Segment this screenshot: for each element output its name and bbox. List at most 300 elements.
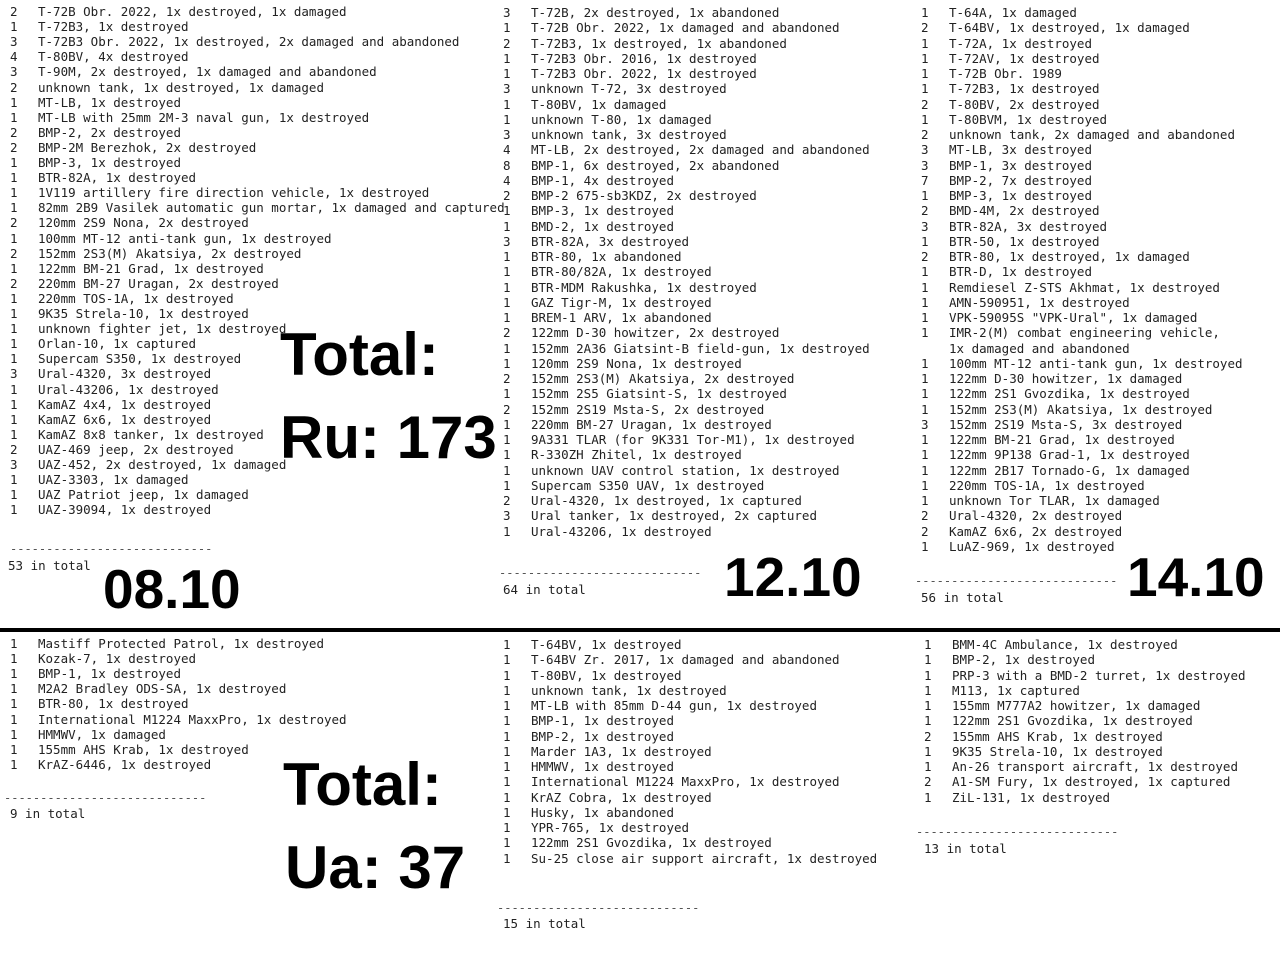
item-quantity: 1 — [10, 336, 18, 352]
item-description: BMP-2, 7x destroyed — [949, 172, 1092, 188]
item-quantity: 1 — [924, 637, 932, 652]
item-description: A1-SM Fury, 1x destroyed, 1x captured — [952, 774, 1231, 790]
item-quantity: 1 — [924, 713, 932, 729]
item-quantity: 3 — [10, 64, 18, 80]
total-count: 56 in total — [921, 590, 1004, 605]
item-description: BMP-1, 3x destroyed — [949, 157, 1092, 173]
item-quantity: 1 — [503, 713, 511, 729]
item-description: Su-25 close air support aircraft, 1x destroyed — [531, 850, 878, 866]
item-description: 155mm AHS Krab, 1x destroyed — [952, 728, 1163, 744]
item-quantity: 1 — [10, 260, 18, 276]
item-quantity: 1 — [924, 652, 932, 668]
item-description: BMP-2, 2x destroyed — [38, 124, 181, 140]
item-quantity: 1 — [503, 447, 511, 463]
item-description: 9K35 Strela-10, 1x destroyed — [952, 743, 1163, 759]
item-description: unknown Tor TLAR, 1x damaged — [949, 493, 1160, 508]
item-quantity: 1 — [921, 35, 929, 51]
item-quantity: 1 — [503, 96, 511, 112]
item-description: 100mm MT-12 anti-tank gun, 1x destroyed — [38, 230, 332, 246]
item-quantity: 3 — [503, 81, 511, 97]
item-description: 155mm M777A2 howitzer, 1x damaged — [952, 698, 1201, 713]
item-quantity: 1 — [503, 249, 511, 264]
item-quantity: 1 — [503, 264, 511, 280]
item-quantity: 1 — [503, 774, 511, 790]
item-quantity: 2 — [503, 325, 511, 341]
item-description: Ural-43206, 1x destroyed — [38, 381, 219, 397]
item-quantity: 1 — [503, 523, 511, 539]
separator: ---------------------------- — [10, 542, 213, 556]
item-description: 9K35 Strela-10, 1x destroyed — [38, 306, 249, 321]
item-description: 122mm 2B17 Tornado-G, 1x damaged — [949, 462, 1190, 478]
item-description: Ural-4320, 2x destroyed — [949, 508, 1123, 524]
item-quantity: 1 — [503, 310, 511, 325]
item-description: International M1224 MaxxPro, 1x destroyed — [531, 774, 840, 790]
item-quantity: 2 — [10, 245, 18, 261]
item-description: HMMWV, 1x destroyed — [531, 759, 674, 774]
item-description: UAZ-469 jeep, 2x destroyed — [38, 441, 234, 457]
item-description: unknown tank, 2x damaged and abandoned — [949, 127, 1235, 142]
item-description: MT-LB with 25mm 2M-3 naval gun, 1x destroyed — [38, 109, 370, 125]
item-description: Supercam S350, 1x destroyed — [38, 351, 242, 367]
total-count: 53 in total — [8, 558, 91, 573]
item-description: 122mm BM-21 Grad, 1x destroyed — [949, 432, 1175, 447]
item-quantity: 1 — [503, 789, 511, 805]
item-quantity: 1 — [921, 401, 929, 417]
item-description: UAZ-452, 2x destroyed, 1x damaged — [38, 457, 287, 472]
item-description: T-80BV, 4x destroyed — [38, 49, 189, 65]
item-description: KrAZ-6446, 1x destroyed — [38, 756, 212, 772]
item-quantity: 1 — [503, 218, 511, 234]
item-quantity: 2 — [921, 523, 929, 539]
item-description: R-330ZH Zhitel, 1x destroyed — [531, 447, 742, 463]
item-description: 220mm BM-27 Uragan, 2x destroyed — [38, 275, 279, 291]
item-description: BMD-4M, 2x destroyed — [949, 203, 1100, 219]
item-quantity: 1 — [503, 20, 511, 36]
item-quantity: 2 — [10, 215, 18, 231]
item-description: MT-LB, 2x destroyed, 2x damaged and abandoned — [531, 142, 870, 158]
separator: ---------------------------- — [499, 566, 702, 580]
item-quantity: 1 — [503, 432, 511, 447]
ru-total-value: Ru: 173 — [280, 404, 497, 471]
item-quantity: 1 — [921, 279, 929, 295]
item-description: T-64BV, 1x destroyed — [531, 637, 682, 652]
item-quantity: 1 — [924, 759, 932, 774]
item-quantity: 1 — [503, 203, 511, 219]
item-description: T-80BV, 1x destroyed — [531, 667, 682, 683]
item-quantity: 1 — [10, 170, 18, 186]
item-description: KamAZ 6x6, 2x destroyed — [949, 523, 1123, 539]
item-quantity: 3 — [503, 127, 511, 142]
item-description: 122mm D-30 howitzer, 1x damaged — [949, 371, 1183, 386]
item-description: Kozak-7, 1x destroyed — [38, 651, 197, 667]
item-description: BMP-3, 1x destroyed — [531, 203, 674, 219]
item-quantity: 3 — [503, 508, 511, 524]
item-description: T-72AV, 1x destroyed — [949, 50, 1100, 66]
item-description: 152mm 2A36 Giatsint-B field-gun, 1x destroyed — [531, 340, 870, 356]
item-quantity: 1 — [503, 462, 511, 478]
item-quantity: 3 — [10, 457, 18, 472]
item-description: BMM-4C Ambulance, 1x destroyed — [952, 637, 1178, 652]
item-quantity: 1 — [921, 355, 929, 371]
item-quantity: 1 — [10, 681, 18, 697]
item-quantity: 3 — [921, 218, 929, 234]
ua-panel-3 — [916, 0, 1254, 955]
item-quantity: 1 — [10, 200, 18, 216]
item-quantity: 1 — [921, 294, 929, 310]
item-description: M113, 1x captured — [952, 682, 1080, 698]
item-description: Ural-4320, 1x destroyed, 1x captured — [531, 493, 802, 508]
item-quantity: 1 — [503, 50, 511, 66]
item-description: 152mm 2S3(M) Akatsiya, 2x destroyed — [531, 371, 795, 386]
item-description: Marder 1A3, 1x destroyed — [531, 743, 712, 759]
item-description: BTR-80, 1x destroyed — [38, 696, 189, 712]
item-description: 152mm 2S3(M) Akatsiya, 2x destroyed — [38, 245, 302, 261]
item-description: T-72B Obr. 2022, 1x damaged and abandoned — [531, 20, 840, 36]
total-count: 15 in total — [503, 916, 586, 931]
item-quantity: 1 — [503, 355, 511, 371]
item-quantity: 1 — [503, 340, 511, 356]
item-description: BMP-2M Berezhok, 2x destroyed — [38, 139, 257, 155]
item-description: unknown UAV control station, 1x destroyed — [531, 462, 840, 478]
item-description: BTR-MDM Rakushka, 1x destroyed — [531, 279, 757, 295]
item-quantity: 1 — [10, 472, 18, 488]
item-quantity: 1 — [921, 81, 929, 97]
item-description: T-72A, 1x destroyed — [949, 35, 1092, 51]
item-description: T-72B, 2x destroyed, 1x abandoned — [531, 5, 780, 20]
item-quantity: 1 — [10, 396, 18, 412]
item-quantity: 1 — [10, 696, 18, 712]
item-description: 220mm TOS-1A, 1x destroyed — [38, 290, 234, 306]
item-quantity: 3 — [921, 416, 929, 432]
item-description: BMP-3, 1x destroyed — [38, 155, 181, 170]
item-description: 120mm 2S9 Nona, 1x destroyed — [531, 355, 742, 371]
item-quantity: 2 — [10, 124, 18, 140]
item-quantity: 2 — [10, 4, 18, 19]
item-description: International M1224 MaxxPro, 1x destroyed — [38, 711, 347, 727]
item-quantity: 1 — [503, 652, 511, 668]
item-quantity: 1 — [921, 188, 929, 203]
item-quantity: 1 — [503, 279, 511, 295]
item-quantity: 2 — [921, 20, 929, 36]
item-description: T-72B3, 1x destroyed — [949, 81, 1100, 97]
item-description: 122mm BM-21 Grad, 1x destroyed — [38, 260, 264, 276]
item-description: HMMWV, 1x damaged — [38, 726, 166, 742]
item-description: 122mm 2S1 Gvozdika, 1x destroyed — [949, 386, 1190, 402]
item-description: T-64BV, 1x destroyed, 1x damaged — [949, 20, 1190, 36]
item-description: BMP-1, 4x destroyed — [531, 172, 674, 188]
item-quantity: 1 — [503, 804, 511, 820]
item-quantity: 1 — [921, 432, 929, 447]
date-label-1210: 12.10 — [724, 546, 862, 608]
item-description: T-72B Obr. 2022, 1x destroyed, 1x damaged — [38, 4, 347, 19]
item-description: 100mm MT-12 anti-tank gun, 1x destroyed — [949, 355, 1243, 371]
item-description: 152mm 2S5 Giatsint-S, 1x destroyed — [531, 386, 787, 402]
item-quantity: 1 — [10, 155, 18, 170]
item-description: 152mm 2S19 Msta-S, 3x destroyed — [949, 416, 1183, 432]
item-quantity: 1 — [921, 233, 929, 249]
item-quantity: 1 — [921, 310, 929, 325]
item-quantity: 1 — [10, 411, 18, 427]
item-quantity: 1 — [921, 371, 929, 386]
item-quantity: 2 — [503, 493, 511, 508]
item-quantity: 4 — [503, 172, 511, 188]
item-description: BTR-80/82A, 1x destroyed — [531, 264, 712, 280]
item-description: T-90M, 2x destroyed, 1x damaged and abandoned — [38, 64, 377, 80]
item-quantity: 2 — [503, 35, 511, 51]
item-description: BMP-2 675-sb3KDZ, 2x destroyed — [531, 188, 757, 203]
item-quantity: 2 — [921, 203, 929, 219]
item-description: BTR-80, 1x abandoned — [531, 249, 682, 264]
item-description: 152mm 2S3(M) Akatsiya, 1x destroyed — [949, 401, 1213, 417]
item-quantity: 1 — [503, 682, 511, 698]
item-quantity: 1 — [921, 447, 929, 463]
item-quantity: 1 — [921, 477, 929, 493]
item-description: ZiL-131, 1x destroyed — [952, 789, 1111, 805]
item-quantity: 2 — [503, 188, 511, 203]
item-quantity: 1 — [921, 386, 929, 402]
item-description: T-72B3 Obr. 2022, 1x destroyed — [531, 66, 757, 81]
item-quantity: 1 — [921, 462, 929, 478]
item-quantity: 1 — [924, 698, 932, 713]
item-description: 155mm AHS Krab, 1x destroyed — [38, 741, 249, 757]
item-description: T-64A, 1x damaged — [949, 5, 1077, 20]
item-description: T-72B Obr. 1989 — [949, 66, 1062, 81]
item-quantity: 1 — [503, 743, 511, 759]
ua-total-value: Ua: 37 — [285, 834, 466, 901]
item-quantity: 1 — [503, 477, 511, 493]
item-quantity: 2 — [921, 249, 929, 264]
item-quantity: 1 — [10, 487, 18, 503]
item-description: YPR-765, 1x destroyed — [531, 820, 690, 835]
item-description: T-72B3, 1x destroyed — [38, 19, 189, 35]
item-quantity: 1 — [503, 637, 511, 652]
item-quantity: 1 — [921, 538, 929, 554]
date-label-0810: 08.10 — [103, 558, 241, 620]
item-description: T-80BV, 2x destroyed — [949, 96, 1100, 112]
item-description: T-80BV, 1x damaged — [531, 96, 667, 112]
item-quantity: 2 — [503, 401, 511, 417]
item-quantity: 3 — [10, 34, 18, 50]
item-description: unknown tank, 1x destroyed, 1x damaged — [38, 79, 324, 95]
item-description: KrAZ Cobra, 1x destroyed — [531, 789, 712, 805]
item-quantity: 1 — [10, 381, 18, 397]
item-quantity: 1 — [10, 741, 18, 757]
item-quantity: 3 — [503, 233, 511, 249]
item-description: T-72B3 Obr. 2022, 1x destroyed, 2x damaged and abandoned — [38, 34, 460, 50]
item-quantity: 3 — [921, 142, 929, 158]
item-description: BTR-D, 1x destroyed — [949, 264, 1092, 280]
item-description: LuAZ-969, 1x destroyed — [949, 538, 1115, 554]
item-description: VPK-59095S "VPK-Ural", 1x damaged — [949, 310, 1198, 325]
item-quantity: 1 — [921, 264, 929, 280]
item-quantity: 1 — [10, 651, 18, 667]
item-quantity: 2 — [10, 139, 18, 155]
item-quantity: 1 — [921, 111, 929, 127]
item-description: unknown fighter jet, 1x destroyed — [38, 321, 287, 337]
item-description: Ural-4320, 3x destroyed — [38, 366, 212, 382]
item-description: Ural tanker, 1x destroyed, 2x captured — [531, 508, 817, 524]
item-description: BTR-80, 1x destroyed, 1x damaged — [949, 249, 1190, 264]
item-description: BTR-82A, 3x destroyed — [531, 233, 690, 249]
item-description: 122mm 2S1 Gvozdika, 1x destroyed — [952, 713, 1193, 729]
item-quantity: 1 — [503, 386, 511, 402]
item-quantity: 3 — [503, 5, 511, 20]
item-quantity: 1 — [10, 636, 18, 651]
item-description: IMR-2(M) combat engineering vehicle, — [949, 325, 1220, 341]
item-description: unknown T-72, 3x destroyed — [531, 81, 727, 97]
item-quantity: 1 — [921, 325, 929, 341]
item-quantity: 7 — [921, 172, 929, 188]
item-quantity: 1 — [10, 230, 18, 246]
item-description: An-26 transport aircraft, 1x destroyed — [952, 759, 1238, 774]
item-description: M2A2 Bradley ODS-SA, 1x destroyed — [38, 681, 287, 697]
item-description: PRP-3 with a BMD-2 turret, 1x destroyed — [952, 667, 1246, 683]
item-description: BREM-1 ARV, 1x abandoned — [531, 310, 712, 325]
item-description: MT-LB, 1x destroyed — [38, 94, 181, 110]
item-quantity: 4 — [10, 49, 18, 65]
item-quantity: 1 — [10, 711, 18, 727]
item-description: 122mm 9P138 Grad-1, 1x destroyed — [949, 447, 1190, 463]
item-quantity: 3 — [10, 366, 18, 382]
item-description: BTR-82A, 3x destroyed — [949, 218, 1108, 234]
item-description: Supercam S350 UAV, 1x destroyed — [531, 477, 765, 493]
item-quantity: 1 — [924, 667, 932, 683]
item-quantity: 1 — [503, 759, 511, 774]
item-quantity: 1 — [503, 820, 511, 835]
item-quantity: 1 — [10, 502, 18, 518]
item-quantity: 1 — [503, 728, 511, 744]
item-quantity: 1 — [503, 294, 511, 310]
item-description: KamAZ 6x6, 1x destroyed — [38, 411, 212, 427]
item-description: unknown tank, 1x destroyed — [531, 682, 727, 698]
total-count: 9 in total — [10, 806, 86, 821]
item-description: BMP-2, 1x destroyed — [952, 652, 1095, 668]
item-quantity: 2 — [921, 96, 929, 112]
item-description: AMN-590951, 1x destroyed — [949, 294, 1130, 310]
item-quantity: 4 — [503, 142, 511, 158]
item-quantity: 1 — [503, 850, 511, 866]
item-quantity: 2 — [921, 127, 929, 142]
item-description: UAZ Patriot jeep, 1x damaged — [38, 487, 249, 503]
item-quantity: 1 — [10, 426, 18, 442]
ru-total-label: Total: — [280, 321, 439, 388]
item-description: unknown T-80, 1x damaged — [531, 111, 712, 127]
item-quantity: 1 — [10, 321, 18, 337]
item-quantity: 2 — [924, 774, 932, 790]
item-quantity: 1 — [503, 835, 511, 851]
item-description: GAZ Tigr-M, 1x destroyed — [531, 294, 712, 310]
item-description: BMP-1, 6x destroyed, 2x abandoned — [531, 157, 780, 173]
item-description: 82mm 2B9 Vasilek automatic gun mortar, 1x damaged and captured — [38, 200, 505, 216]
ua-total-label: Total: — [283, 751, 442, 818]
item-quantity: 1 — [921, 50, 929, 66]
ua-panel-2 — [497, 0, 903, 955]
item-quantity: 1 — [10, 109, 18, 125]
item-quantity: 2 — [924, 728, 932, 744]
item-quantity: 1 — [10, 726, 18, 742]
item-description: BTR-50, 1x destroyed — [949, 233, 1100, 249]
item-quantity: 1 — [503, 416, 511, 432]
item-quantity: 1 — [10, 19, 18, 35]
item-description: 122mm D-30 howitzer, 2x destroyed — [531, 325, 780, 341]
item-quantity: 2 — [10, 441, 18, 457]
item-quantity: 1 — [503, 698, 511, 713]
item-description: BMP-3, 1x destroyed — [949, 188, 1092, 203]
item-description: BMP-1, 1x destroyed — [531, 713, 674, 729]
item-quantity: 1 — [10, 94, 18, 110]
item-quantity: 1 — [503, 66, 511, 81]
total-count: 13 in total — [924, 841, 1007, 856]
item-description: Orlan-10, 1x captured — [38, 336, 197, 352]
item-quantity: 1 — [10, 290, 18, 306]
item-description: 1x damaged and abandoned — [949, 340, 1130, 356]
item-description: KamAZ 8x8 tanker, 1x destroyed — [38, 426, 264, 442]
item-quantity: 2 — [10, 275, 18, 291]
item-quantity: 1 — [924, 789, 932, 805]
item-quantity: 8 — [503, 157, 511, 173]
item-quantity: 1 — [924, 682, 932, 698]
item-description: BTR-82A, 1x destroyed — [38, 170, 197, 186]
item-description: Ural-43206, 1x destroyed — [531, 523, 712, 539]
separator: ---------------------------- — [4, 791, 207, 805]
item-description: T-72B3 Obr. 2016, 1x destroyed — [531, 50, 757, 66]
item-description: MT-LB with 85mm D-44 gun, 1x destroyed — [531, 698, 817, 713]
item-description: 122mm 2S1 Gvozdika, 1x destroyed — [531, 835, 772, 851]
item-quantity: 1 — [10, 306, 18, 321]
item-quantity: 2 — [503, 371, 511, 386]
item-description: 220mm TOS-1A, 1x destroyed — [949, 477, 1145, 493]
item-description: UAZ-39094, 1x destroyed — [38, 502, 212, 518]
item-quantity: 1 — [10, 756, 18, 772]
item-quantity: 1 — [924, 743, 932, 759]
item-description: KamAZ 4x4, 1x destroyed — [38, 396, 212, 412]
item-description: Husky, 1x abandoned — [531, 804, 674, 820]
item-description: Remdiesel Z-STS Akhmat, 1x destroyed — [949, 279, 1220, 295]
item-description: BMP-1, 1x destroyed — [38, 666, 181, 682]
item-quantity: 3 — [921, 157, 929, 173]
item-quantity: 2 — [10, 79, 18, 95]
item-description: T-80BVM, 1x destroyed — [949, 111, 1108, 127]
item-quantity: 1 — [921, 5, 929, 20]
item-description: 120mm 2S9 Nona, 2x destroyed — [38, 215, 249, 231]
total-count: 64 in total — [503, 582, 586, 597]
item-quantity: 1 — [10, 185, 18, 201]
item-description: 152mm 2S19 Msta-S, 2x destroyed — [531, 401, 765, 417]
item-quantity: 2 — [921, 508, 929, 524]
item-description: T-72B3, 1x destroyed, 1x abandoned — [531, 35, 787, 51]
item-description: MT-LB, 3x destroyed — [949, 142, 1092, 158]
separator: ---------------------------- — [497, 901, 700, 915]
item-quantity: 1 — [10, 351, 18, 367]
item-quantity: 1 — [921, 493, 929, 508]
item-description: Mastiff Protected Patrol, 1x destroyed — [38, 636, 324, 651]
date-label-1410: 14.10 — [1127, 546, 1265, 608]
item-description: 9A331 TLAR (for 9K331 Tor-M1), 1x destroyed — [531, 432, 855, 447]
item-quantity: 1 — [503, 667, 511, 683]
separator: ---------------------------- — [916, 825, 1119, 839]
item-description: UAZ-3303, 1x damaged — [38, 472, 189, 488]
item-description: unknown tank, 3x destroyed — [531, 127, 727, 142]
item-description: T-64BV Zr. 2017, 1x damaged and abandoned — [531, 652, 840, 668]
separator: ---------------------------- — [915, 574, 1118, 588]
item-description: BMD-2, 1x destroyed — [531, 218, 674, 234]
item-quantity: 1 — [503, 111, 511, 127]
item-description: 1V119 artillery fire direction vehicle, 1x destroyed — [38, 185, 430, 201]
item-quantity: 1 — [10, 666, 18, 682]
item-description: 220mm BM-27 Uragan, 1x destroyed — [531, 416, 772, 432]
item-quantity: 1 — [921, 66, 929, 81]
item-description: BMP-2, 1x destroyed — [531, 728, 674, 744]
